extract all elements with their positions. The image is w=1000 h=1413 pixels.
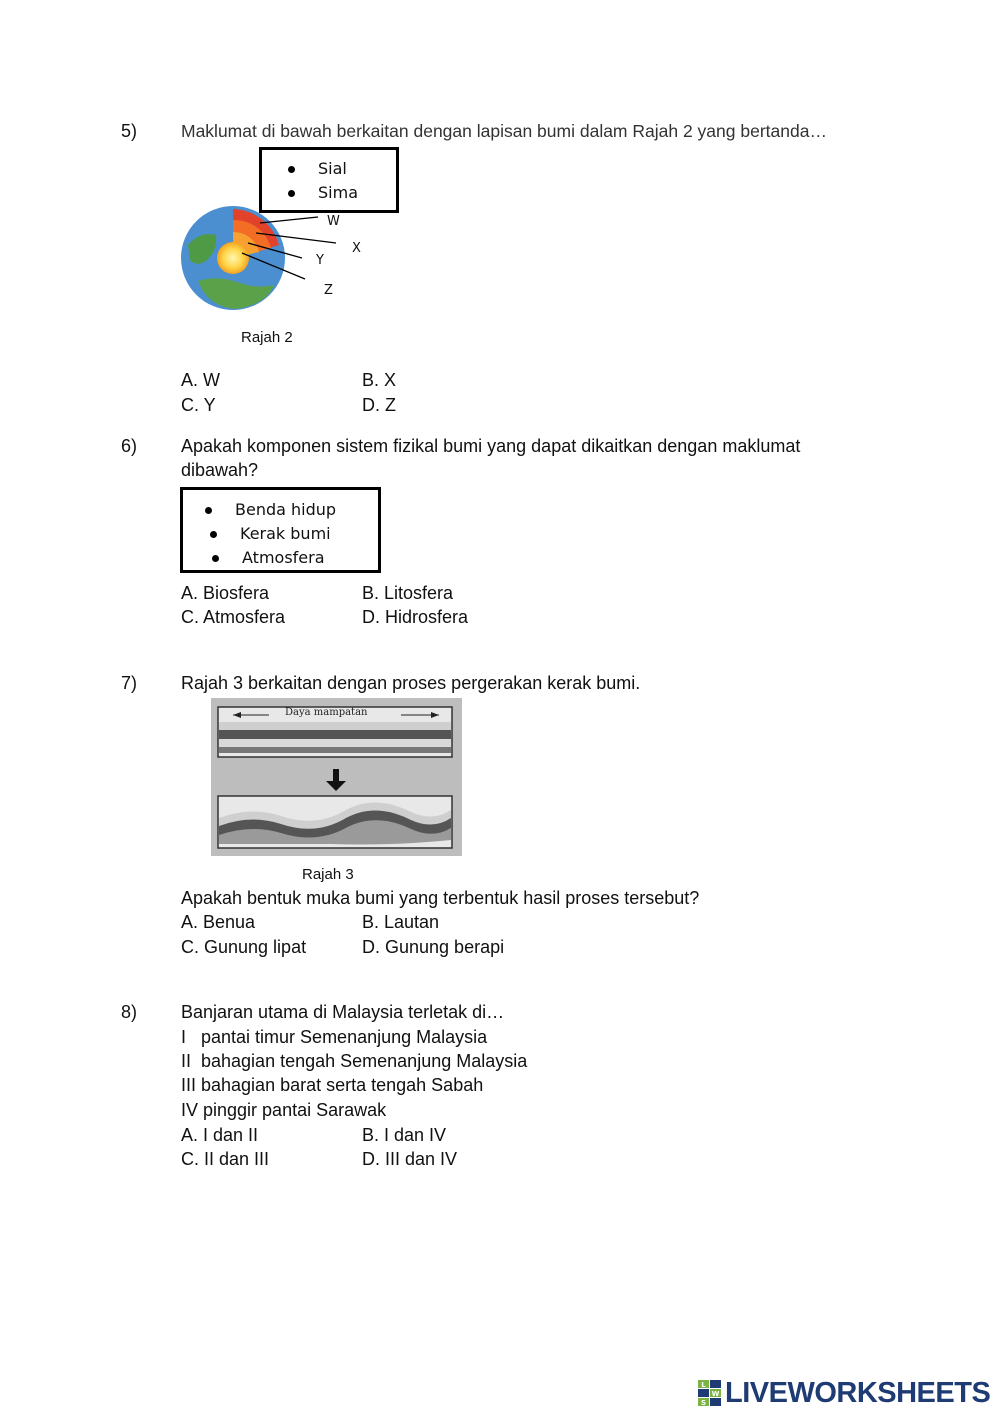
logo-letter: L: [701, 1381, 706, 1389]
q6-option-a[interactable]: A. Biosfera: [181, 583, 270, 603]
q7-option-d[interactable]: D. Gunung berapi: [362, 937, 505, 957]
q7-option-b[interactable]: B. Lautan: [362, 912, 440, 932]
q7-option-c[interactable]: C. Gunung lipat: [181, 937, 307, 957]
question-6-text-line2: dibawah?: [181, 460, 259, 480]
logo-letter: W: [711, 1390, 720, 1398]
q6-option-d[interactable]: D. Hidrosfera: [362, 607, 469, 627]
earth-layers-diagram: [178, 205, 378, 315]
q6-option-c[interactable]: C. Atmosfera: [181, 607, 286, 627]
question-7-text: Rajah 3 berkaitan dengan proses pergerakan kerak bumi.: [181, 673, 641, 693]
q5-box-item: Sima: [288, 183, 358, 202]
q6-box-item: Atmosfera: [212, 548, 325, 567]
folding-diagram: [211, 698, 462, 856]
q8-statement-2: II bahagian tengah Semenanjung Malaysia: [181, 1051, 528, 1071]
label-z: Z: [324, 283, 333, 298]
question-7-number: 7): [121, 673, 138, 693]
question-7-subquestion: Apakah bentuk muka bumi yang terbentuk hasil proses tersebut?: [181, 888, 700, 908]
q8-statement-3: III bahagian barat serta tengah Sabah: [181, 1075, 484, 1095]
q5-option-a[interactable]: A. W: [181, 370, 220, 390]
liveworksheets-logo-text: LIVEWORKSHEETS: [725, 1376, 991, 1409]
liveworksheets-logo: [698, 1378, 990, 1408]
label-x: X: [352, 241, 361, 256]
q6-info-box: [180, 487, 381, 573]
q5-option-c[interactable]: C. Y: [181, 395, 216, 415]
q8-option-b[interactable]: B. I dan IV: [362, 1125, 447, 1145]
figure-caption-rajah-3: Rajah 3: [302, 866, 354, 883]
question-5-number: 5): [121, 121, 138, 141]
question-8-number: 8): [121, 1002, 138, 1022]
q8-option-a[interactable]: A. I dan II: [181, 1125, 259, 1145]
q8-option-c[interactable]: C. II dan III: [181, 1149, 270, 1169]
logo-letter: S: [700, 1399, 707, 1406]
q5-option-d[interactable]: D. Z: [362, 395, 396, 415]
q5-info-box: [259, 147, 399, 213]
label-y: Y: [316, 253, 324, 268]
q6-option-b[interactable]: B. Litosfera: [362, 583, 454, 603]
q5-option-b[interactable]: B. X: [362, 370, 397, 390]
q5-box-item: Sial: [288, 159, 347, 178]
question-5-text: Maklumat di bawah berkaitan dengan lapisan bumi dalam Rajah 2 yang bertanda…: [181, 121, 827, 141]
liveworksheets-logo-icon: [698, 1380, 722, 1406]
question-6-number: 6): [121, 436, 138, 456]
figure-caption-rajah-2: Rajah 2: [241, 329, 293, 346]
q6-box-item: Benda hidup: [205, 500, 336, 519]
label-w: W: [327, 214, 340, 229]
q7-option-a[interactable]: A. Benua: [181, 912, 256, 932]
q8-statement-1: I pantai timur Semenanjung Malaysia: [181, 1027, 488, 1047]
q8-option-d[interactable]: D. III dan IV: [362, 1149, 458, 1169]
q8-statement-4: IV pinggir pantai Sarawak: [181, 1100, 387, 1120]
q6-box-item: Kerak bumi: [210, 524, 331, 543]
diagram-label-compression: Daya mampatan: [285, 707, 368, 718]
folding-diagram-drawing: [211, 698, 462, 856]
question-6-text-line1: Apakah komponen sistem fizikal bumi yang dapat dikaitkan dengan maklumat: [181, 436, 801, 456]
question-8-text: Banjaran utama di Malaysia terletak di…: [181, 1002, 505, 1022]
